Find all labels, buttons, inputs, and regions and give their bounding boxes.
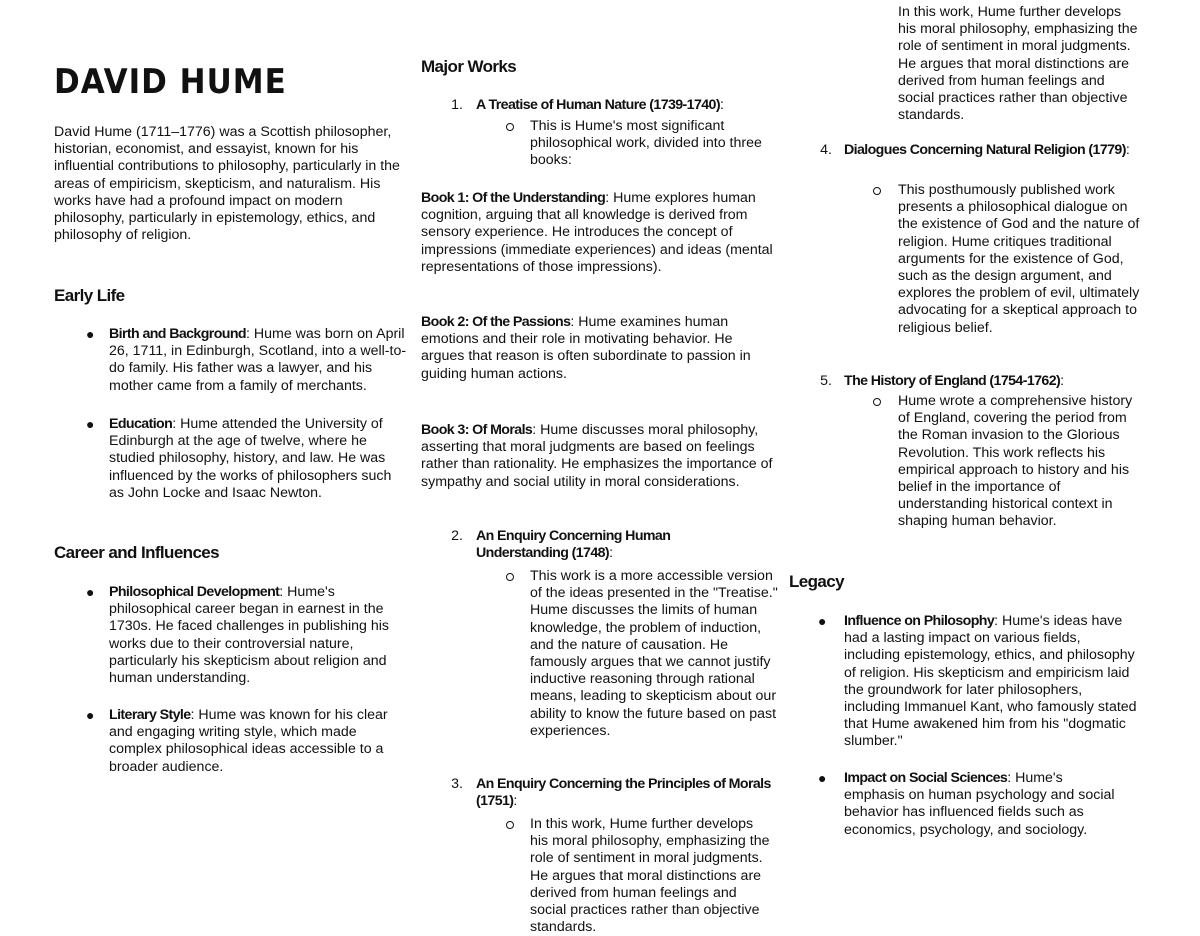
item-text: : Hume was known for his clear and engaging writing style, which made complex philosophical ideas accessible to a broader audience. [109, 707, 388, 775]
item-label: Education [109, 416, 173, 432]
career-heading: Career and Influences [54, 543, 220, 562]
work-number: 3. [451, 776, 463, 792]
bullet-icon: ● [86, 584, 95, 600]
item-text: : Hume's ideas have had a lasting impact on various fields, including epistemology, ethics, and philosophy of religion. His skepticism and empiricism laid the groundwork for later philosophers, including Immanuel Kant, who famously stated that Hume awakened him from his "dogmatic slumber." [844, 613, 1137, 750]
book-label: Book 3: Of Morals [421, 422, 533, 438]
book-label: Book 2: Of the Passions [421, 314, 571, 330]
legacy-heading: Legacy [789, 572, 844, 591]
page-title: DAVID HUME [54, 62, 287, 102]
work-description-part-1: In this work, Hume further develops his moral philosophy, emphasizing the role of sentiment in moral judgments. He argues that moral distinctions are derived from human feelings and social practices rather than objective standards. [530, 816, 770, 936]
major-works-heading: Major Works [421, 57, 517, 76]
book-3-paragraph [421, 422, 777, 491]
work-title-suffix: : [513, 793, 518, 810]
list-item-literary-style [109, 707, 401, 776]
item-text: : Hume was born on April 26, 1711, in Edinburgh, Scotland, into a well-to-do family. His father was a lawyer, and his mother came from a family of merchants. [109, 326, 407, 394]
item-label: Philosophical Development [109, 584, 280, 600]
list-item-philosophical-development [109, 584, 411, 687]
intro-paragraph: David Hume (1711–1776) was a Scottish philosopher, historian, economist, and essayist, known for his influential contributions to philosophy, particularly in the areas of empiricism, skepticism, and naturalism. His works have had a profound impact on modern philosophy, particularly in epistemology, ethics, and philosophy of religion. [54, 124, 400, 244]
work-title [476, 528, 731, 562]
item-text: : Hume attended the University of Edinburgh at the age of twelve, where he studied philosophy, history, and law. He was influenced by the works of philosophers such as John Locke and Isaac Newton. [109, 416, 392, 501]
bullet-icon: ● [818, 770, 827, 786]
work-number: 1. [451, 97, 463, 113]
book-1-paragraph [421, 190, 777, 276]
work-title-text: The History of England (1754-1762) [844, 373, 1061, 389]
work-description: This posthumously published work presents a philosophical dialogue on the existence of God and the nature of religion. Hume critiques traditional arguments for the existence of God, such as the design argument, and explores the problem of evil, ultimately advocating for a skeptical approach to religious belief. [898, 182, 1140, 336]
book-text: : Hume explores human cognition, arguing that all knowledge is derived from sensory experience. He introduces the concept of impressions (immediate experiences) and ideas (mental representations of those impressions). [421, 190, 773, 275]
work-number: 4. [820, 142, 832, 158]
work-title-suffix: : [1060, 373, 1065, 389]
circle-bullet-icon [506, 821, 514, 829]
work-title-suffix: : [1125, 142, 1130, 158]
circle-bullet-icon [873, 187, 881, 195]
book-text: : Hume examines human emotions and their role in motivating behavior. He argues that reason is often subordinate to passion in guiding human actions. [421, 314, 751, 382]
work-title [476, 776, 776, 810]
work-3-description-continuation [898, 4, 1148, 141]
work-title-text: An Enquiry Concerning Human Understanding (1748) [476, 528, 671, 562]
work-title-text: A Treatise of Human Nature (1739-1740) [476, 97, 720, 113]
item-text: : Hume's philosophical career began in earnest in the 1730s. He faced challenges in publishing his works due to their controversial nature, particularly his skepticism about religion and human understanding. [109, 584, 389, 687]
work-description: Hume wrote a comprehensive history of England, covering the period from the Roman invasion to the Glorious Revolution. This work reflects his empirical approach to history and his belief in the importance of understanding historical context in shaping human behavior. [898, 393, 1133, 530]
book-text: : Hume discusses moral philosophy, asserting that moral judgments are based on feelings rather than rationality. He emphasizes the importance of sympathy and social utility in moral considerations. [421, 422, 773, 490]
work-title [844, 142, 1144, 159]
work-title-suffix: : [719, 97, 724, 113]
list-item-education [109, 416, 399, 502]
work-title-text: Dialogues Concerning Natural Religion (1779) [844, 142, 1126, 158]
bullet-icon: ● [86, 416, 95, 432]
work-description-part-2: In this work, Hume further develops his moral philosophy, emphasizing the role of sentiment in moral judgments. He argues that moral distinctions are derived from human feelings and social practices rather than objective standards. [898, 4, 1138, 124]
item-label: Birth and Background [109, 326, 246, 342]
work-description: This is Hume's most significant philosophical work, divided into three books: [530, 118, 762, 169]
item-label: Impact on Social Sciences [844, 770, 1008, 786]
work-number: 5. [820, 373, 832, 389]
work-title [476, 97, 796, 114]
item-label: Literary Style [109, 707, 191, 723]
bullet-icon: ● [818, 613, 827, 629]
list-item-birth [109, 326, 409, 395]
book-2-paragraph [421, 314, 751, 383]
work-title-text: An Enquiry Concerning the Principles of Morals (1751) [476, 776, 771, 810]
circle-bullet-icon [873, 398, 881, 406]
bullet-icon: ● [86, 707, 95, 723]
work-description: This work is a more accessible version of the ideas presented in the "Treatise." Hume discusses the limits of human knowledge, the problem of induction, and the nature of causation. He famously argues that we cannot justify inductive reasoning through rational means, leading to skepticism about our ability to know the future based on past experiences. [530, 568, 778, 739]
circle-bullet-icon [506, 573, 514, 581]
list-item-influence-on-philosophy [844, 613, 1140, 751]
item-label: Influence on Philosophy [844, 613, 995, 629]
work-title-suffix: : [609, 545, 614, 562]
bullet-icon: ● [86, 326, 95, 342]
item-text: : Hume's emphasis on human psychology and social behavior has influenced fields such as economics, psychology, and sociology. [844, 770, 1115, 838]
work-title [844, 373, 1144, 390]
book-label: Book 1: Of the Understanding [421, 190, 606, 206]
work-number: 2. [451, 528, 463, 544]
circle-bullet-icon [506, 123, 514, 131]
early-life-heading: Early Life [54, 286, 125, 305]
list-item-impact-on-social-sciences [844, 770, 1124, 839]
